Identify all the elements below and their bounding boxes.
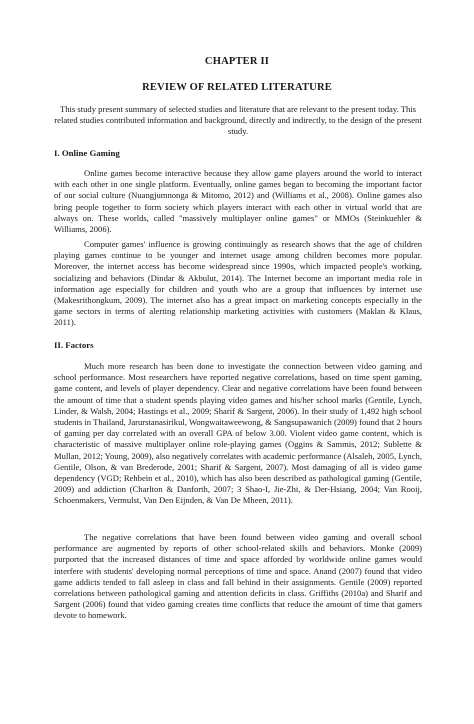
page-title: REVIEW OF RELATED LITERATURE <box>142 82 332 93</box>
online-gaming-paragraph-1: Online games become interactive because they allow game players around the world to interact with each other in one single platform. Eventually, online games began to becoming the important factor of our social culture (Nuangjumnonga & Mitomo, 2012) and (Williams et al., 2008). Online games also bring people together to form society which players interact with each other in virtual world that are always on. These worlds, called "massively multiplayer online games" or MMOs (Steinkuehler & Williams, 2006). <box>54 168 422 235</box>
factors-paragraph-1: Much more research has been done to investigate the connection between video gaming and school performance. Most researchers have reported negative correlations, based on time spent gaming, game content, and levels of player dependency. Clear and negative correlations have been found between the amount of time that a student spends playing video games and his/her school marks (Gentile, Lynch, Linder, & Walsh, 2004; Hastings et al., 2009; Sharif & Sargent, 2006). In their study of 1,492 high school students in Thailand, Jarurstanasirikul, Wongwaitaweewong, & Sangsupawanich (2009) found that 2 hours of gaming per day correlated with an overall GPA of below 3.00. Violent video game content, which is characteristic of massive multiplayer online role-playing games (Oggins & Sammis, 2012; Sublette & Mullan, 2012; Young, 2009), also negatively correlates with academic performance (Alsaleh, 2005, Lynch, Gentile, Olson, & van Brederode, 2001; Sharif & Sargent, 2007). Most damaging of all is video game dependency (VGD; Rehbein et al., 2010), which has also been described as pathological gaming (Gentile, 2009) and addiction (Charlton & Danforth, 2007; 3 Shao-I, Jie-Zhi, & Der-Hsiang, 2004; Van Rooij, Schoenmakers, Vermulst, Van Den Eijnden, & Van De Mheen, 2011). <box>54 361 422 506</box>
section-heading-factors: II. Factors <box>54 340 94 350</box>
section-heading-online-gaming: I. Online Gaming <box>54 148 120 158</box>
intro-paragraph: This study present summary of selected studies and literature that are relevant to the present today. This related studies contributed information and background, directly and indirectly, to the design of the present study. <box>54 104 422 137</box>
chapter-label: CHAPTER II <box>204 56 270 67</box>
online-gaming-paragraph-2: Computer games' influence is growing continuingly as research shows that the age of children playing games continue to be younger and internet usage among children becomes more popular. Moreover, the internet access has become widespread since 1990s, which impacted people's working, socializing and behaviors (Dindar & Akbulut, 2014). The Internet become an important media role in information age especially for children and youth who are a group that influences by internet use (Makesrithongkum, 2009). The internet also has a great impact on marketing concepts especially in the game sectors in terms of alerting relationship marketing activities with customers (Maklan & Klaus, 2011). <box>54 239 422 328</box>
factors-paragraph-2: The negative correlations that have been found between video gaming and overall school performance are augmented by reports of other school-related skills and behaviors. Monke (2009) purported that the increased distances of time and space afforded by worldwide online games would interfere with students' developing normal perceptions of time and space. Anand (2007) found that video game addicts tended to fall asleep in class and fall behind in their assignments. Gentile (2009) reported correlations between pathological gaming and attention deficits in class. Griffiths (2010a) and Sharif and Sargent (2006) found that video gaming creates time conflicts that reduce the amount of time that gamers devote to homework. <box>54 532 422 621</box>
